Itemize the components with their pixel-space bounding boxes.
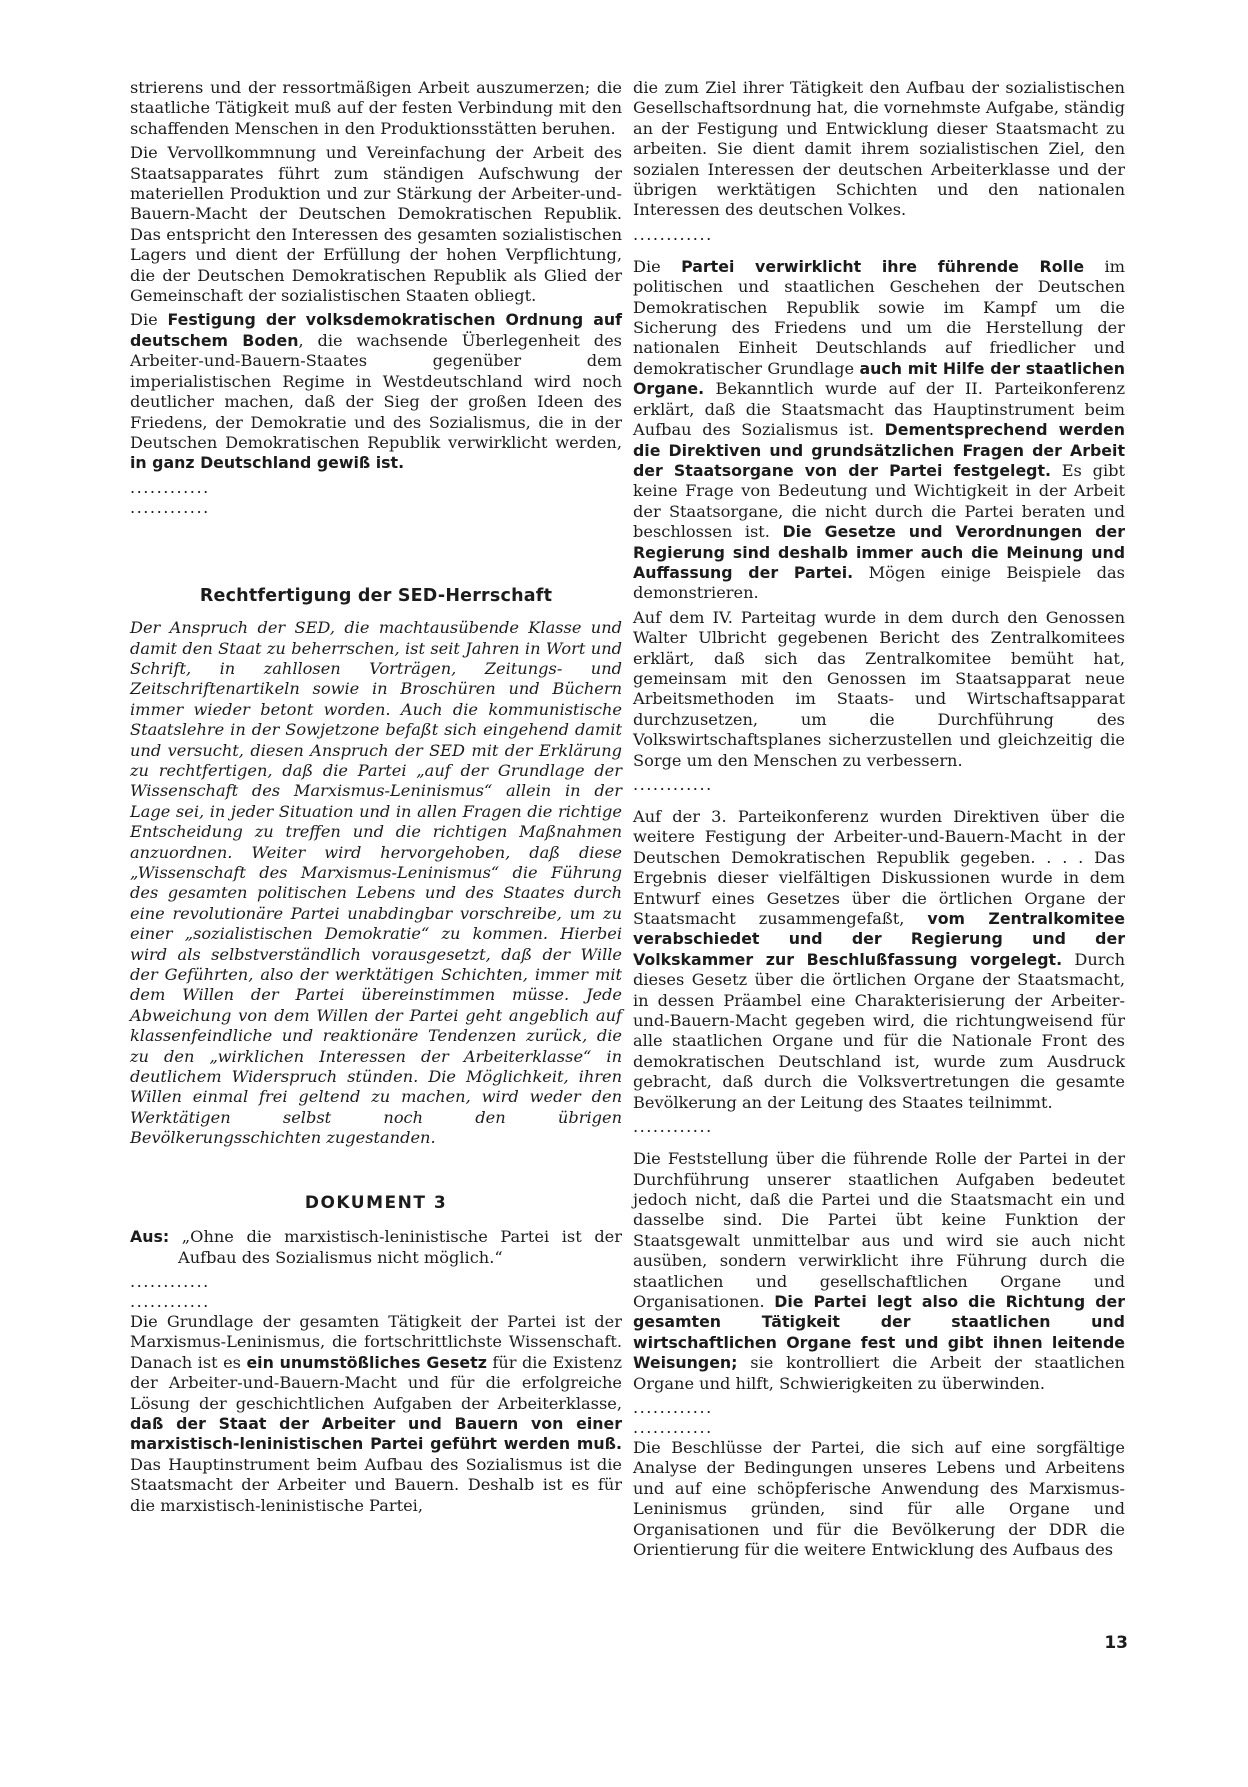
ellipsis-separator: ............ — [130, 497, 210, 517]
paragraph: Die Beschlüsse der Partei, die sich auf eine sorgfältige Analyse der Bedingungen unseres Lebens und Arbeitens und auf eine schöpferische Anwendung des Marxismus-Leninismus gründen, sind für alle Organe und Organisationen und für die Bevölkerung der DDR die Orientierung für die weitere Entwicklung des Aufbaus des — [633, 1437, 1125, 1559]
paragraph: Auf der 3. Parteikonferenz wurden Direktiven über die weitere Festigung der Arbeiter-und-Bauern-Macht in der Deutschen Demokratischen Republik gegeben. . . . Das Ergebnis dieser vielfältigen Diskussionen wurde in dem Entwurf eines Gesetzes über die örtlichen Organe der Staatsmacht zusammengefaßt, vom Zentralkomitee verabschiedet und der Regierung und der Volkskammer zur Beschlußfassung vorgelegt. Durch dieses Gesetz über die örtlichen Organe der Staatsmacht, in dessen Präambel eine Charakterisierung der Arbeiter-und-Bauern-Macht gegeben wird, die richtungweisend für alle staatlichen Organe und für die Nationale Front des demokratischen Deutschland ist, wurde zum Ausdruck gebracht, daß durch die Volksvertretungen die gesamte Bevölkerung an der Leitung des Staates teilnimmt. — [633, 807, 1126, 1112]
ellipsis-separator: ............ — [130, 1291, 210, 1311]
ellipsis-separator: ............ — [633, 1117, 713, 1137]
right-column — [633, 78, 1125, 1564]
paragraph: Die Festigung der volksdemokratischen Ordnung auf deutschem Boden, die wachsende Überlegenheit des Arbeiter-und-Bauern-Staates gegenüber dem imperialistischen Regime in Westdeutschland wird noch deutlicher machen, daß der Sieg der großen Ideen des Friedens, der Demokratie und des Sozialismus, die in der Deutschen Demokratischen Republik verwirklicht werden, in ganz Deutschland gewiß ist. — [130, 310, 622, 473]
paragraph: Auf dem IV. Parteitag wurde in dem durch den Genossen Walter Ulbricht gegebenen Bericht des Zentralkomitees erklärt, daß sich das Zentralkomitee bemüht hat, gemeinsam mit den Genossen im Staatsapparat neue Arbeitsmethoden im Staats- und Wirtschaftsapparat durchzusetzen, um die Durchführung des Volkswirtschaftsplanes sicherzustellen und gleichzeitig die Sorge um den Menschen zu verbessern. — [633, 607, 1125, 770]
italic-commentary — [130, 618, 622, 1149]
ellipsis-separator: ............ — [633, 224, 713, 244]
ellipsis-separator: ............ — [633, 1397, 713, 1417]
source-citation: Aus: „Ohne die marxistisch-leninistische Partei ist der Aufbau des Sozialismus nicht möglich.“ — [130, 1227, 622, 1267]
page-number: 13 — [1104, 1633, 1128, 1653]
paragraph: Die Grundlage der gesamten Tätigkeit der Partei ist der Marxismus-Leninismus, die fortschrittlichste Wissenschaft. Danach ist es ein unumstößliches Gesetz für die Existenz der Arbeiter-und-Bauern-Macht und für die erfolgreiche Lösung der geschichtlichen Aufgaben der Arbeiterklasse, daß der Staat der Arbeiter und Bauern von einer marxistisch-leninistischen Partei geführt werden muß. Das Hauptinstrument beim Aufbau des Sozialismus ist die Staatsmacht der Arbeiter und Bauern. Deshalb ist es für die marxistisch-leninistische Partei, — [130, 1311, 622, 1515]
section-heading: Rechtfertigung der SED-Herrschaft — [199, 585, 553, 606]
ellipsis-separator: ............ — [130, 477, 210, 497]
ellipsis-separator: ............ — [633, 1417, 713, 1437]
ellipsis-separator: ............ — [130, 1271, 210, 1291]
paragraph: Die Partei verwirklicht ihre führende Rolle im politischen und staatlichen Geschehen der Deutschen Demokratischen Republik sowie im Kampf um die Sicherung des Friedens und um die Herstellung der nationalen Einheit Deutschlands auf friedlicher und demokratischer Grundlage auch mit Hilfe der staatlichen Organe. Bekanntlich wurde auf der II. Parteikonferenz erklärt, daß die Staatsmacht das Hauptinstrument beim Aufbau des Sozialismus ist. Dementsprechend werden die Direktiven und grundsätzlichen Fragen der Arbeit der Staatsorgane von der Partei festgelegt. Es gibt keine Frage von Bedeutung und Wichtigkeit in der Arbeit der Staatsorgane, die nicht durch die Partei beraten und beschlossen ist. Die Gesetze und Verordnungen der Regierung sind deshalb immer auch die Meinung und Auffassung der Partei. Mögen einige Beispiele das demonstrieren. — [633, 256, 1125, 603]
paragraph: Die Vervollkommnung und Vereinfachung der Arbeit des Staatsapparates führt zum ständigen Aufschwung der materiellen Produktion und zur Stärkung der Arbeiter-und-Bauern-Macht der Deutschen Demokratischen Republik. Das entspricht den Interessen des gesamten sozialistischen Lagers und dient der Erfüllung der hohen Verpflichtung, die der Deutschen Demokratischen Republik als Glied der Gemeinschaft der sozialistischen Staaten obliegt. — [130, 143, 622, 306]
paragraph: Die Feststellung über die führende Rolle der Partei in der Durchführung unserer staatlichen Aufgaben bedeutet jedoch nicht, daß die Partei und die Staatsmacht ein und dasselbe sind. Die Partei übt keine Funktion der Staatsgewalt unmittelbar aus und wird sie auch nicht ausüben, sondern verwirklicht ihre Führung durch die staatlichen und gesellschaftlichen Organe und Organisationen. Die Partei legt also die Richtung der gesamten Tätigkeit der staatlichen und wirtschaftlichen Organe fest und gibt ihnen leitende Weisungen; sie kontrolliert die Arbeit der staatlichen Organe und hilft, Schwierigkeiten zu überwinden. — [633, 1149, 1126, 1393]
paragraph: Der Anspruch der SED, die machtausübende Klasse und damit den Staat zu beherrschen, ist seit Jahren in Wort und Schrift, in zahllosen Vorträgen, Zeitungs- und Zeitschriftenartikeln sowie in Broschüren und Büchern immer wieder betont worden. Auch die kommunistische Staatslehre in der Sowjetzone befaßt sich eingehend damit und versucht, diesen Anspruch der SED mit der Erklärung zu rechtfertigen, daß die Partei „auf der Grundlage der Wissenschaft des Marxismus-Leninismus“ allein in der Lage sei, in jeder Situation und in allen Fragen die richtige Entscheidung zu treffen und die richtigen Maßnahmen anzuordnen. Weiter wird hervorgehoben, daß diese „Wissenschaft des Marxismus-Leninismus“ die Führung des gesamten politischen Lebens und des Staates durch eine revolutionäre Partei unabdingbar vorschreibe, um zu einer „sozialistischen Demokratie“ zu kommen. Hierbei wird als selbstverständlich vorausgesetzt, daß der Wille der Geführten, also der werktätigen Schichten, immer mit dem Willen der Partei übereinstimmen müsse. Jede Abweichung von dem Willen der Partei geht angeblich auf klassenfeindliche und reaktionäre Tendenzen zurück, die zu den „wirklichen Interessen der Arbeiterklasse“ in deutlichem Widerspruch stünden. Die Möglichkeit, ihren Willen einmal frei geltend zu machen, wird weder den Werktätigen selbst noch den übrigen Bevölkerungsschichten zugestanden. — [130, 618, 622, 1148]
paragraph: die zum Ziel ihrer Tätigkeit den Aufbau der sozialistischen Gesellschaftsordnung hat, die vornehmste Aufgabe, ständig an der Festigung und Entwicklung dieser Staatsmacht zu arbeiten. Sie dient damit ihrem sozialistischen Ziel, den sozialen Interessen der deutschen Arbeiterklasse und der übrigen werktätigen Schichten und den nationalen Interessen des deutschen Volkes. — [633, 78, 1125, 220]
paragraph: strierens und der ressortmäßigen Arbeit auszumerzen; die staatliche Tätigkeit muß auf der festen Verbindung mit den schaffenden Menschen in den Produktionsstätten beruhen. — [130, 78, 622, 138]
ellipsis-separator: ............ — [633, 775, 713, 794]
left-column — [130, 78, 622, 1520]
document-heading: DOKUMENT 3 — [304, 1192, 448, 1213]
